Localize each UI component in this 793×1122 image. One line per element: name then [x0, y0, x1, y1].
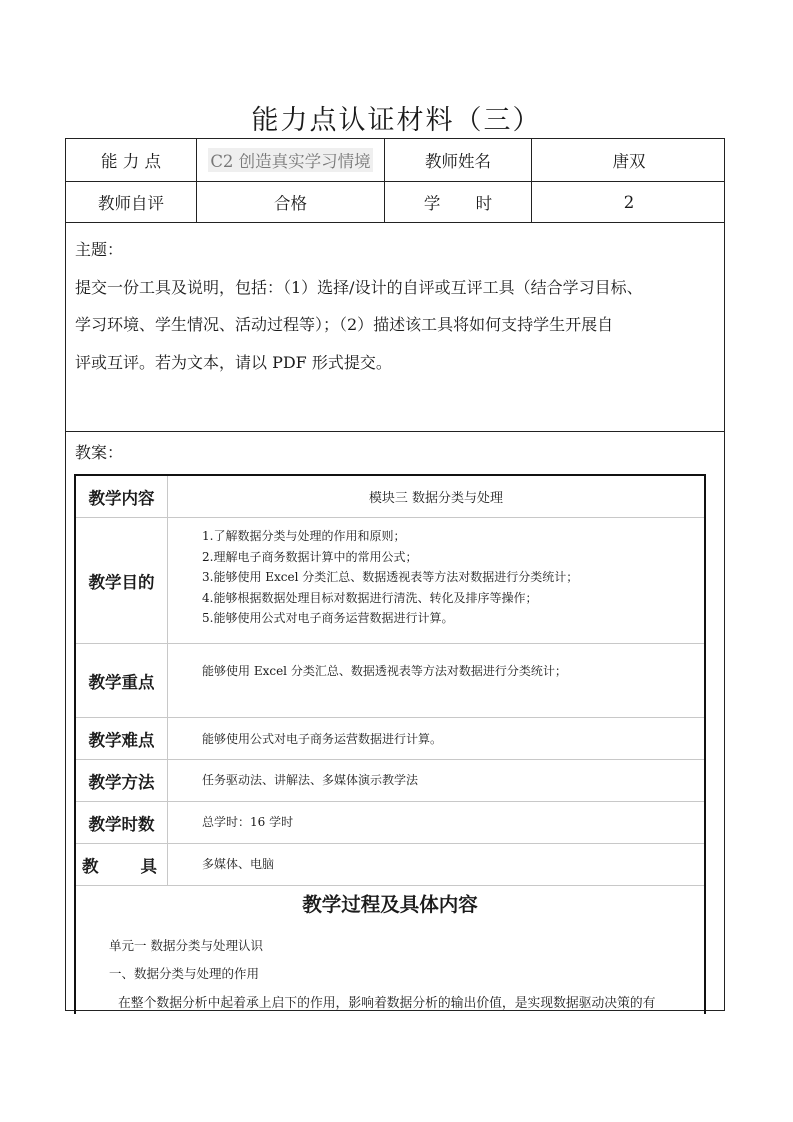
- goals-label: 教学目的: [76, 518, 168, 643]
- section-heading: 一、数据分类与处理的作用: [109, 966, 260, 981]
- self-eval-label: 教师自评: [98, 194, 164, 213]
- unit-heading: 单元一 数据分类与处理认识: [109, 938, 263, 953]
- header-row-ability: [66, 139, 724, 182]
- teacher-name-value: 唐双: [531, 139, 726, 181]
- tools-value: 多媒体、电脑: [202, 857, 275, 871]
- goal-item: 3.能够使用 Excel 分类汇总、数据透视表等方法对数据进行分类统计；: [202, 570, 579, 584]
- goal-item: 2.理解电子商务数据计算中的常用公式；: [202, 549, 418, 564]
- header-row-eval: [66, 182, 724, 223]
- lesson-plan-label: 教案：: [75, 443, 124, 462]
- difficulties-value: 能够使用公式对电子商务运营数据进行计算。: [202, 732, 443, 746]
- topic-line: 学习环境、学生情况、活动过程等）；（2）描述该工具将如何支持学生开展自: [75, 315, 614, 334]
- self-eval-value: 合格: [196, 182, 384, 222]
- teaching-hours-value: 总学时：16 学时: [202, 815, 294, 829]
- topic-section: [66, 223, 724, 432]
- process-paragraph: 在整个数据分析中起着承上启下的作用，影响着数据分析的输出价值，是实现数据驱动决策的有: [118, 996, 656, 1011]
- process-title: 教学过程及具体内容: [302, 893, 478, 916]
- row-content: [76, 476, 704, 518]
- teacher-name-label: 教师姓名: [384, 139, 531, 181]
- row-hours: [76, 802, 704, 844]
- row-methods: [76, 760, 704, 802]
- ability-value-cell: [196, 139, 384, 181]
- hours-value: 2: [531, 182, 726, 222]
- certification-table: [65, 138, 725, 1011]
- page-title: 能力点认证材料（三）: [251, 105, 542, 136]
- difficulties-label: 教学难点: [76, 718, 168, 759]
- key-points-value: 能够使用 Excel 分类汇总、数据透视表等方法对数据进行分类统计；: [202, 664, 567, 678]
- lesson-plan-table: [74, 474, 706, 1014]
- row-goals: [76, 518, 704, 644]
- goal-item: 1.了解数据分类与处理的作用和原则；: [202, 529, 406, 543]
- topic-line: 评或互评。若为文本，请以 PDF 形式提交。: [75, 352, 392, 372]
- methods-label: 教学方法: [76, 760, 168, 801]
- row-key-points: [76, 644, 704, 718]
- tools-label: [76, 844, 168, 885]
- row-tools: [76, 844, 704, 886]
- topic-label: 主题：: [75, 240, 124, 259]
- ability-value: C2 创造真实学习情境: [208, 148, 372, 172]
- teaching-hours-label: 教学时数: [76, 802, 168, 843]
- hours-label: 学 时: [384, 182, 531, 222]
- content-value: 模块三 数据分类与处理: [368, 491, 504, 506]
- row-difficulties: [76, 718, 704, 760]
- goal-item: 5.能够使用公式对电子商务运营数据进行计算。: [202, 611, 454, 625]
- goals-list: [168, 518, 704, 643]
- key-points-label: 教学重点: [76, 644, 168, 717]
- goal-item: 4.能够根据数据处理目标对数据进行清洗、转化及排序等操作；: [202, 590, 538, 605]
- methods-value: 任务驱动法、讲解法、多媒体演示教学法: [202, 773, 419, 787]
- ability-label: 能 力 点: [101, 152, 161, 171]
- topic-line: 提交一份工具及说明，包括：（1）选择/设计的自评或互评工具（结合学习目标、: [75, 277, 643, 297]
- tools-label-a: 教: [82, 856, 99, 876]
- content-label: 教学内容: [76, 476, 168, 517]
- tools-label-b: 具: [140, 856, 157, 876]
